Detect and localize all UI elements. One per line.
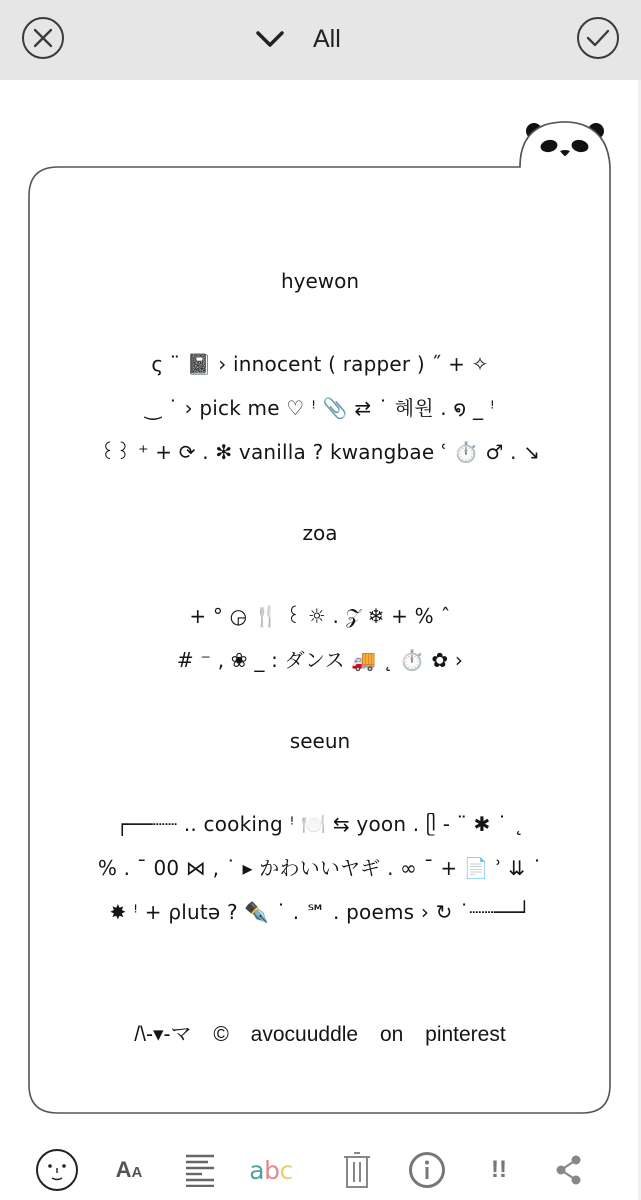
text-color-icon: abc	[249, 1155, 293, 1185]
share-button[interactable]	[554, 1148, 584, 1192]
note-line: + ° ◶ 🍴 ꒰ ☼ . 𝒵 ❄ + % ˆ	[189, 604, 451, 628]
note-content[interactable]	[30, 190, 610, 1050]
share-icon	[554, 1154, 584, 1186]
note-line: % . ¯ 00 ⋈ , ˙ ▸ かわいいヤギ . ∞ ¯ + 📄 ʾ ⇊ ˙	[97, 856, 543, 880]
credit-line	[30, 1020, 610, 1050]
note-line: ‿ ˙ › pick me ♡ ꜝ 📎 ⇄ ˙ 혜원 . ໑ _ ꜝ	[145, 396, 495, 420]
credit-platform: pinterest	[425, 1023, 506, 1046]
chevron-down-icon	[255, 30, 285, 48]
copyright-symbol: ©	[213, 1023, 229, 1046]
delete-button[interactable]	[342, 1148, 372, 1192]
note-line: ꒰꒱ ⁺ + ⟳ . ✻ vanilla ? kwangbae ʿ ⏱️ ♂ . ↘	[99, 440, 541, 464]
smiley-face-icon	[35, 1148, 79, 1192]
note-line: ς ¨ 📓 › innocent ( rapper ) ˝ + ✧	[151, 352, 489, 376]
note-line: ✸ ꜝ + ρlutə ? ✒️ ˙ . ℠ . poems › ↻ ˙┈┈──┘	[109, 900, 531, 924]
check-icon	[586, 28, 610, 48]
bottom-toolbar	[0, 1138, 641, 1200]
section-title: zoa	[302, 521, 338, 545]
importance-icon: !!	[491, 1156, 507, 1183]
top-bar	[0, 0, 641, 80]
save-button[interactable]	[577, 17, 619, 59]
category-dropdown[interactable]	[255, 20, 341, 58]
emoji-button[interactable]	[35, 1148, 79, 1192]
credit-kaomoji: /\-▾-マ	[134, 1023, 192, 1046]
font-size-big-a: A	[115, 1157, 132, 1182]
credit-on: on	[379, 1023, 404, 1046]
font-size-icon	[116, 1157, 143, 1183]
close-icon	[32, 27, 54, 49]
credit-author: avocuuddle	[250, 1023, 359, 1046]
section-title: hyewon	[280, 269, 360, 293]
importance-button[interactable]	[486, 1148, 512, 1192]
note-line: # ⁻ , ❀ _ : ダンス 🚚 ˛ ⏱️ ✿ ›	[176, 648, 464, 672]
align-button[interactable]	[184, 1148, 216, 1192]
category-label: All	[313, 24, 341, 53]
info-circle-icon	[408, 1151, 446, 1189]
panda-icon	[520, 122, 610, 167]
note-line: ┌──┈┈ .. cooking ꜝ 🍽️ ⇆ yoon . ᥫ - ¨ ✱ ˙ ˛	[116, 812, 524, 836]
font-size-small-a: A	[131, 1164, 143, 1181]
info-button[interactable]	[408, 1148, 446, 1192]
font-size-button[interactable]	[112, 1148, 146, 1192]
trash-icon	[343, 1152, 371, 1188]
text-color-button[interactable]	[248, 1148, 294, 1192]
cancel-button[interactable]	[22, 17, 64, 59]
section-title: seeun	[289, 729, 351, 753]
align-left-icon	[185, 1153, 215, 1187]
